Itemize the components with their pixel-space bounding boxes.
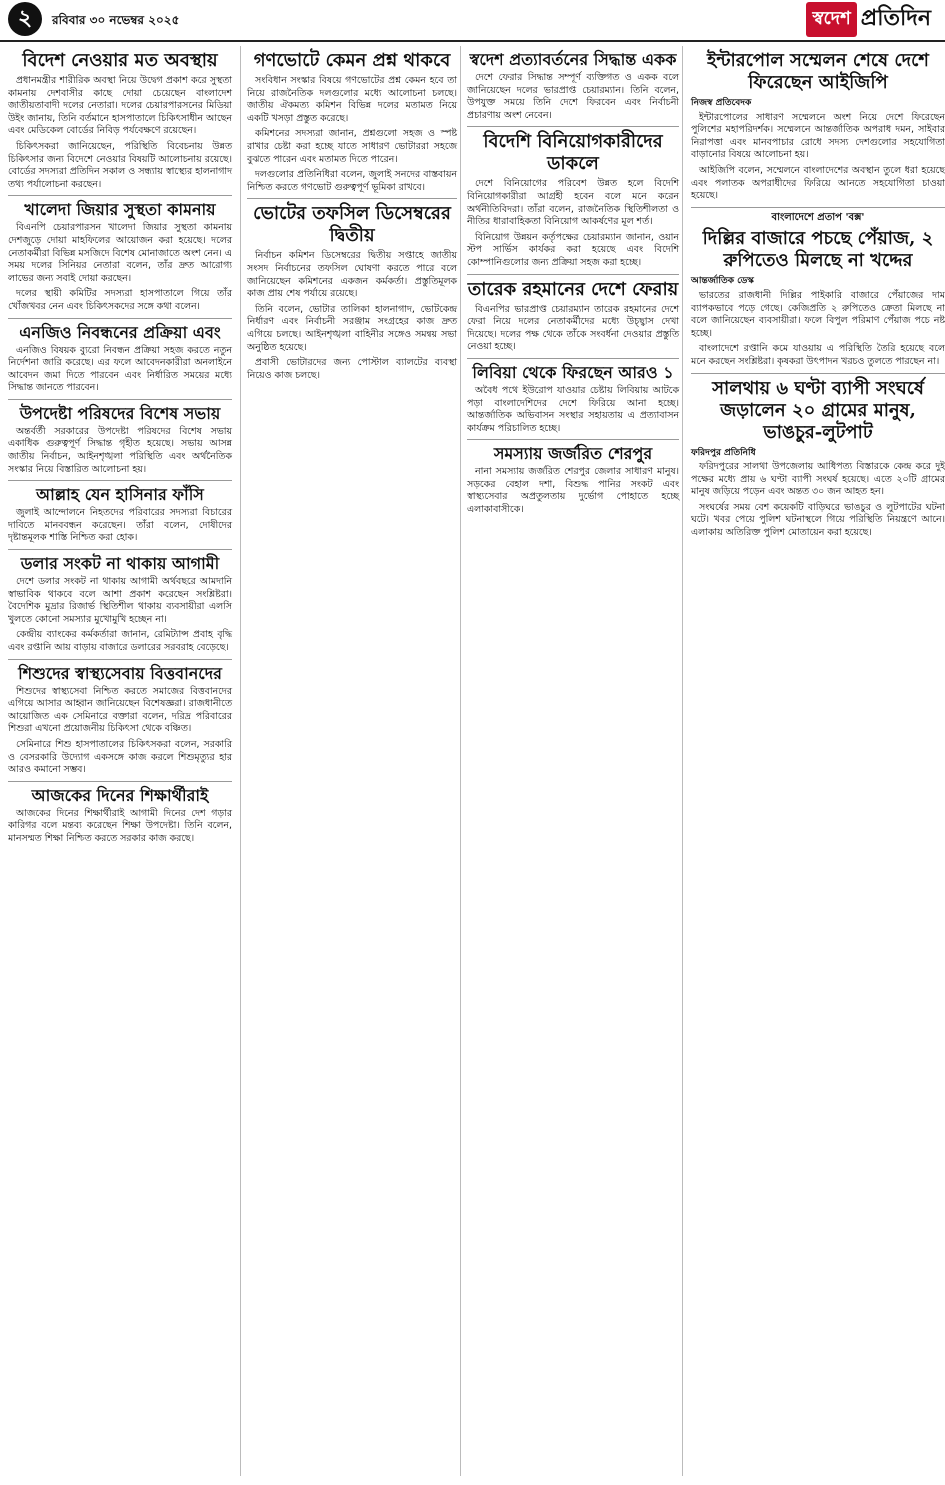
divider <box>467 358 679 359</box>
article-paragraph: দেশে ফেরার সিদ্ধান্ত সম্পূর্ণ ব্যক্তিগত ও একক বলে জানিয়েছেন দলের ভারপ্রাপ্ত চেয়ারম্যান। তিনি বলেন, উপযুক্ত সময়ে তিনি দেশে ফিরবেন এবং নির্বাচনী প্রচারণায় অংশ নেবেন। <box>467 72 679 121</box>
article <box>8 664 232 777</box>
divider <box>247 198 457 199</box>
article-paragraph: ফরিদপুরের সালথা উপজেলায় আধিপত্য বিস্তারকে কেন্দ্র করে দুই পক্ষের মধ্যে প্রায় ৬ ঘণ্টা ব্যাপী সংঘর্ষ হয়েছে। এতে ২০টি গ্রামের মানুষ জড়িয়ে পড়েন এবং অন্তত ৩০ জন আহত হন। <box>691 461 945 498</box>
article-paragraph: সংবিধান সংস্কার বিষয়ে গণভোটের প্রশ্ন কেমন হবে তা নিয়ে রাজনৈতিক দলগুলোর মধ্যে আলোচনা চলছে। জাতীয় ঐকমত্য কমিশন বিভিন্ন দলের মতামত নিয়ে একটি খসড়া প্রস্তুত করেছে। <box>247 75 457 124</box>
article-paragraph: দেশে বিনিয়োগের পরিবেশ উন্নত হলে বিদেশি বিনিয়োগকারীরা আগ্রহী হবেন বলে মনে করেন অর্থনীতিবিদরা। তাঁরা বলেন, রাজনৈতিক স্থিতিশীলতা ও নীতির ধারাবাহিকতা বিনিয়োগ আকর্ষণের মূল শর্ত। <box>467 178 679 228</box>
divider <box>467 126 679 127</box>
article-paragraph: অবৈধ পথে ইউরোপ যাওয়ার চেষ্টায় লিবিয়ায় আটকে পড়া বাংলাদেশিদের দেশে ফিরিয়ে আনা হচ্ছে। আন্তর্জাতিক অভিবাসন সংস্থার সহায়তায় এ প্রত্যাবাসন কার্যক্রম পরিচালিত হচ্ছে। <box>467 384 679 434</box>
divider <box>8 549 232 550</box>
divider <box>8 195 232 196</box>
article-headline: খালেদা জিয়ার সুস্থতা কামনায় <box>24 200 216 220</box>
article-paragraph: বিনিয়োগ উন্নয়ন কর্তৃপক্ষের চেয়ারম্যান জানান, ওয়ান স্টপ সার্ভিস কার্যকর করা হয়েছে এবং বিদেশি কোম্পানিগুলোর জন্য প্রক্রিয়া সহজ করা হচ্ছে। <box>467 231 679 268</box>
masthead <box>0 0 945 42</box>
article-paragraph: আজকের দিনের শিক্ষার্থীরাই আগামী দিনের দেশ গড়ার কারিগর বলে মন্তব্য করেছেন শিক্ষা উপদেষ্টা। তিনি বলেন, মানসম্মত শিক্ষা নিশ্চিত করতে সরকার কাজ করছে। <box>8 807 232 844</box>
article <box>467 444 679 516</box>
column-4 <box>682 46 945 1476</box>
article-headline: সমস্যায় জর্জরিত শেরপুর <box>493 444 653 464</box>
newspaper-logo <box>806 4 931 34</box>
divider <box>467 274 679 275</box>
article-kicker: বাংলাদেশে প্রতাপ 'বক্স' <box>771 211 865 223</box>
article-headline: তারেক রহমানের দেশে ফেরায় <box>467 278 679 300</box>
divider <box>8 781 232 782</box>
article-headline: দিল্লির বাজারে পচছে পেঁয়াজ, ২ রুপিতেও মিলছে না খদ্দের <box>702 228 934 272</box>
divider <box>8 399 232 400</box>
logo-mark: স্বদেশ <box>806 2 856 37</box>
article-paragraph: শিশুদের স্বাস্থ্যসেবা নিশ্চিত করতে সমাজের বিত্তবানদের এগিয়ে আসার আহ্বান জানিয়েছেন বিশেষজ্ঞরা। রাজধানীতে আয়োজিত এক সেমিনারে বক্তারা বলেন, দরিদ্র পরিবারের শিশুরা এখনো প্রয়োজনীয় চিকিৎসা থেকে বঞ্চিত। <box>8 685 232 735</box>
article-paragraph: ইন্টারপোলের সাধারণ সম্মেলনে অংশ নিয়ে দেশে ফিরেছেন পুলিশের মহাপরিদর্শক। সম্মেলনে আন্তর্জাতিক অপরাধ দমন, সাইবার নিরাপত্তা এবং মানবপাচার রোধে সদস্য দেশগুলোর সহযোগিতা বাড়ানোর বিষয়ে আলোচনা হয়। <box>691 111 945 161</box>
logo-text: প্রতিদিন <box>860 5 931 31</box>
article-byline: আন্তর্জাতিক ডেস্ক <box>691 276 754 287</box>
divider <box>8 659 232 660</box>
article-paragraph: চিকিৎসকরা জানিয়েছেন, পরিস্থিতি বিবেচনায় উন্নত চিকিৎসার জন্য বিদেশে নেওয়ার বিষয়টি আলোচনায় রয়েছে। বোর্ডের সদস্যরা প্রতিদিন সকাল ও সন্ধ্যায় স্বাস্থ্যের হালনাগাদ তথ্য পর্যালোচনা করছেন। <box>8 140 232 190</box>
article-headline: আল্লাহ যেন হাসিনার ফাঁসি <box>36 485 204 505</box>
article-paragraph: আইজিপি বলেন, সম্মেলনে বাংলাদেশের অবস্থান তুলে ধরা হয়েছে এবং পলাতক অপরাধীদের ফিরিয়ে আনতে সহযোগিতা চাওয়া হয়েছে। <box>691 164 945 202</box>
article-paragraph: কেন্দ্রীয় ব্যাংকের কর্মকর্তারা জানান, রেমিট্যান্স প্রবাহ বৃদ্ধি এবং রপ্তানি আয় বাড়ায় বাজারে ডলারের সরবরাহ বেড়েছে। <box>8 629 232 653</box>
article-headline: ইন্টারপোল সম্মেলন শেষে দেশে ফিরেছেন আইজিপি <box>707 50 929 93</box>
article-headline: গণভোটে কেমন প্রশ্ন থাকবে <box>253 50 451 71</box>
article-headline: বিদেশ নেওয়ার মত অবস্থায় <box>22 50 218 71</box>
column-2 <box>240 46 463 1476</box>
article-headline: স্বদেশ প্রত্যাবর্তনের সিদ্ধান্ত একক <box>469 50 677 69</box>
divider <box>467 439 679 440</box>
article <box>691 378 945 540</box>
article <box>8 404 232 476</box>
article <box>8 200 232 313</box>
column-1 <box>8 46 238 1476</box>
article <box>691 212 945 369</box>
article-paragraph: কমিশনের সদস্যরা জানান, প্রশ্নগুলো সহজ ও স্পষ্ট রাখার চেষ্টা করা হচ্ছে যাতে সাধারণ ভোটাররা সহজে বুঝতে পারেন এবং মতামত দিতে পারেন। <box>247 128 457 165</box>
article-byline: নিজস্ব প্রতিবেদক <box>691 98 752 108</box>
article <box>467 363 679 435</box>
article-paragraph: দলগুলোর প্রতিনিধিরা বলেন, জুলাই সনদের বাস্তবায়ন নিশ্চিত করতে গণভোট গুরুত্বপূর্ণ ভূমিকা রাখবে। <box>247 169 457 193</box>
article-headline: লিবিয়া থেকে ফিরছেন আরও ১ <box>472 362 674 382</box>
article-paragraph: জুলাই আন্দোলনে নিহতদের পরিবারের সদস্যরা বিচারের দাবিতে মানববন্ধন করেছেন। তাঁরা বলেন, দোষীদের দৃষ্টান্তমূলক শাস্তি নিশ্চিত করা হোক। <box>8 507 232 544</box>
article-paragraph: দলের স্থায়ী কমিটির সদস্যরা হাসপাতালে গিয়ে তাঁর খোঁজখবর নেন এবং চিকিৎসকদের সঙ্গে কথা বলেন। <box>8 288 232 312</box>
article-paragraph: নানা সমস্যায় জর্জরিত শেরপুর জেলার সাধারণ মানুষ। সড়কের বেহাল দশা, বিশুদ্ধ পানির সংকট এবং স্বাস্থ্যসেবার অপ্রতুলতায় দুর্ভোগ পোহাতে হচ্ছে এলাকাবাসীকে। <box>467 466 679 516</box>
article-paragraph: বিএনপি চেয়ারপারসন খালেদা জিয়ার সুস্থতা কামনায় দেশজুড়ে দোয়া মাহফিলের আয়োজন করা হয়েছে। দলের নেতাকর্মীরা বিভিন্ন মসজিদে বিশেষ মোনাজাতে অংশ নেন। এ সময় দলের সিনিয়র নেতারা বলেন, তাঁর দ্রুত আরোগ্য লাভের জন্য সবাই দোয়া করছেন। <box>8 222 232 284</box>
issue-date: রবিবার ৩০ নভেম্বর ২০২৫ <box>52 13 180 27</box>
divider <box>691 207 945 208</box>
article-headline: আজকের দিনের শিক্ষার্থীরাই <box>31 785 209 805</box>
article-headline: উপদেষ্টা পরিষদের বিশেষ সভায় <box>19 403 221 423</box>
article-headline: বিদেশি বিনিয়োগকারীদের ডাকলে <box>483 131 663 175</box>
article <box>8 323 232 395</box>
article-headline: ডলার সংকট না থাকায় আগামী <box>20 554 220 574</box>
article-headline: শিশুদের স্বাস্থ্যসেবায় বিত্তবানদের <box>18 663 222 683</box>
article <box>467 50 679 122</box>
article-headline: সালথায় ৬ ঘণ্টা ব্যাপী সংঘর্ষে জড়ালেন ২০ গ্রামের মানুষ, ভাঙচুর-লুটপাট <box>712 377 924 443</box>
divider <box>691 373 945 374</box>
article-paragraph: অন্তর্বর্তী সরকারের উপদেষ্টা পরিষদের বিশেষ সভায় একাধিক গুরুত্বপূর্ণ সিদ্ধান্ত গৃহীত হয়েছে। সভায় আসন্ন জাতীয় নির্বাচন, আইনশৃঙ্খলা পরিস্থিতি এবং অর্থনৈতিক সংস্কার নিয়ে বিস্তারিত আলোচনা হয়। <box>8 425 232 475</box>
column-3 <box>460 46 685 1476</box>
article-paragraph: দেশে ডলার সংকট না থাকায় আগামী অর্থবছরে আমদানি স্বাভাবিক থাকবে বলে আশা প্রকাশ করেছেন সংশ্লিষ্টরা। বৈদেশিক মুদ্রার রিজার্ভ স্থিতিশীল থাকায় ব্যবসায়ীরা এলসি খুলতে কোনো সমস্যার মুখোমুখি হচ্ছেন না। <box>8 576 232 625</box>
article <box>8 485 232 545</box>
article-paragraph: ভারতের রাজধানী দিল্লির পাইকারি বাজারে পেঁয়াজের দাম ব্যাপকভাবে পড়ে গেছে। কেজিপ্রতি ২ রুপিতেও ক্রেতা মিলছে না বলে জানিয়েছেন ব্যবসায়ীরা। ফলে বিপুল পরিমাণ পেঁয়াজ পচে নষ্ট হচ্ছে। <box>691 289 945 339</box>
article <box>247 203 457 382</box>
article-paragraph: বাংলাদেশে রপ্তানি কমে যাওয়ায় এ পরিস্থিতি তৈরি হয়েছে বলে মনে করছেন সংশ্লিষ্টরা। কৃষকরা উৎপাদন খরচও তুলতে পারছেন না। <box>691 343 945 367</box>
article-paragraph: প্রধানমন্ত্রীর শারীরিক অবস্থা নিয়ে উদ্বেগ প্রকাশ করে সুস্থতা কামনায় দেশবাসীর কাছে দোয়া চেয়েছেন বাংলাদেশ জাতীয়তাবাদী দলের নেতারা। দলের চেয়ারপারসনের মিডিয়া উইং জানায়, তিনি বর্তমানে হাসপাতালে চিকিৎসাধীন আছেন এবং মেডিকেল বোর্ডের নিবিড় পর্যবেক্ষণে রয়েছেন। <box>8 75 232 137</box>
article-headline: এনজিও নিবন্ধনের প্রক্রিয়া এবং <box>19 322 221 342</box>
article-paragraph: বিএনপির ভারপ্রাপ্ত চেয়ারম্যান তারেক রহমানের দেশে ফেরা নিয়ে দলের নেতাকর্মীদের মধ্যে উচ্ছ্বাস দেখা দিয়েছে। দলের পক্ষ থেকে তাঁকে সংবর্ধনা দেওয়ার প্রস্তুতি নেওয়া হচ্ছে। <box>467 303 679 353</box>
article-byline: ফরিদপুর প্রতিনিধি <box>691 447 756 458</box>
article-paragraph: সেমিনারে শিশু হাসপাতালের চিকিৎসকরা বলেন, সরকারি ও বেসরকারি উদ্যোগ একসঙ্গে কাজ করলে শিশুমৃত্যুর হার আরও কমানো সম্ভব। <box>8 738 232 776</box>
divider <box>8 318 232 319</box>
article <box>247 50 457 194</box>
article <box>8 786 232 846</box>
article <box>691 50 945 203</box>
article-paragraph: তিনি বলেন, ভোটার তালিকা হালনাগাদ, ভোটকেন্দ্র নির্ধারণ এবং নির্বাচনী সরঞ্জাম সংগ্রহের কাজ দ্রুত এগিয়ে চলছে। আইনশৃঙ্খলা বাহিনীর সঙ্গেও সমন্বয় সভা অনুষ্ঠিত হয়েছে। <box>247 303 457 353</box>
article-paragraph: নির্বাচন কমিশন ডিসেম্বরের দ্বিতীয় সপ্তাহে জাতীয় সংসদ নির্বাচনের তফসিল ঘোষণা করতে পারে বলে জানিয়েছেন কমিশনের একজন কর্মকর্তা। প্রস্তুতিমূলক কাজ প্রায় শেষ পর্যায়ে রয়েছে। <box>247 250 457 300</box>
article-paragraph: সংঘর্ষের সময় বেশ কয়েকটি বাড়িঘরে ভাঙচুর ও লুটপাটের ঘটনা ঘটে। খবর পেয়ে পুলিশ ঘটনাস্থলে গিয়ে পরিস্থিতি নিয়ন্ত্রণে আনে। এলাকায় অতিরিক্ত পুলিশ মোতায়েন করা হয়েছে। <box>691 501 945 539</box>
article <box>8 554 232 655</box>
article-paragraph: এনজিও বিষয়ক ব্যুরো নিবন্ধন প্রক্রিয়া সহজ করতে নতুন নির্দেশনা জারি করেছে। এর ফলে আবেদনকারীরা অনলাইনে আবেদন জমা দিতে পারবেন এবং নির্ধারিত সময়ের মধ্যে সিদ্ধান্ত জানতে পারবেন। <box>8 344 232 394</box>
article-paragraph: প্রবাসী ভোটারদের জন্য পোস্টাল ব্যালটের ব্যবস্থা নিয়েও কাজ চলছে। <box>247 357 457 381</box>
article <box>467 131 679 269</box>
article <box>8 50 232 191</box>
divider <box>8 480 232 481</box>
page-number: ২ <box>8 2 42 36</box>
article-headline: ভোটের তফসিল ডিসেম্বরের দ্বিতীয় <box>253 203 451 247</box>
article <box>467 279 679 354</box>
